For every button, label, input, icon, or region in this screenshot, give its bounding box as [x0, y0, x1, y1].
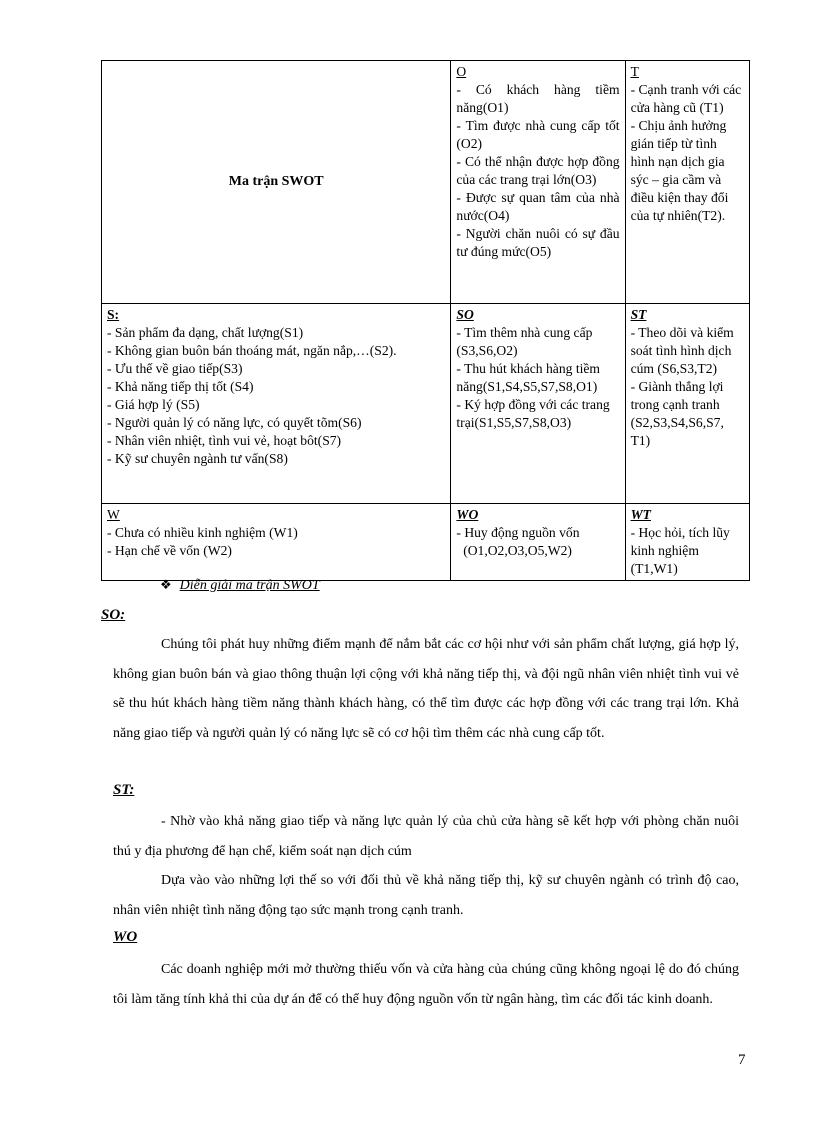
table-row — [102, 504, 750, 581]
list-item: - Giá hợp lý (S5) — [107, 397, 200, 412]
weaknesses-cell — [102, 504, 451, 581]
weaknesses-head: W — [107, 507, 120, 522]
list-item: - Tìm thêm nhà cung cấp (S3,S6,O2) — [456, 325, 593, 358]
list-item: - Người quản lý có năng lực, có quyết tõm(S6) — [107, 415, 362, 430]
list-item: - Chịu ảnh hưởng gián tiếp từ tình hình nạn dịch gia sýc – gia cầm và điều kiện thay đổi của tự nhiên(T2). — [630, 118, 729, 223]
list-item: - Có khách hàng tiềm năng(O1) — [456, 82, 620, 115]
section-title — [160, 577, 320, 594]
list-item: - Ký hợp đồng với các trang trại(S1,S5,S7,S8,O3) — [456, 397, 610, 430]
st-heading: ST: — [113, 782, 135, 798]
wo-heading: WO — [113, 929, 138, 945]
list-item: - Được sự quan tâm của nhà nước(O4) — [456, 190, 620, 223]
st-paragraph-1 — [113, 807, 739, 866]
so-paragraph — [113, 630, 739, 748]
list-item: - Ưu thế về giao tiếp(S3) — [107, 361, 243, 376]
wo-paragraph-text: Các doanh nghiệp mới mở thường thiếu vốn và cửa hàng của chúng cũng không ngoại lệ do đó chúng tôi làm tăng tính khả thi của dự án để có thể huy động nguồn vốn từ ngân hàng, tìm các đối tác kinh doanh. — [113, 962, 739, 1007]
table-row — [102, 304, 750, 504]
st-cell — [625, 304, 749, 504]
opportunities-cell — [451, 61, 625, 304]
wo-cell — [451, 504, 625, 581]
threats-head: T — [630, 64, 639, 79]
so-cell — [451, 304, 625, 504]
table-row — [102, 61, 750, 304]
list-item: (O1,O2,O3,O5,W2) — [456, 543, 572, 558]
so-paragraph-text: Chúng tôi phát huy những điểm mạnh để nắm bắt các cơ hội như với sản phẩm chất lượng, giá hợp lý, không gian buôn bán và giao thông thuận lợi cộng với khả năng tiếp thị, và đội ngũ nhân viên nhiệt tình vui vẻ sẽ thu hút khách hàng tiềm năng thành khách hàng, có thể tìm được các hợp đồng với các trang trại lớn. Khả năng giao tiếp và người quản lý có năng lực sẽ có cơ hội tìm thêm các nhà cung cấp tốt. — [113, 637, 739, 741]
list-item: - Có thể nhận được hợp đồng của các trang trại lớn(O3) — [456, 154, 620, 187]
list-item: - Nhân viên nhiệt, tình vui vẻ, hoạt bôt(S7) — [107, 433, 342, 448]
wo-head: WO — [456, 507, 479, 522]
list-item: - Kỹ sư chuyên ngành tư vấn(S8) — [107, 451, 288, 466]
list-item: - Giành thắng lợi trong cạnh tranh (S2,S3,S4,S6,S7, T1) — [630, 379, 724, 448]
list-item: - Không gian buôn bán thoáng mát, ngăn nắp,…(S2). — [107, 343, 397, 358]
list-item: - Huy động nguồn vốn — [456, 525, 580, 540]
st-paragraph-2 — [113, 866, 739, 925]
list-item: - Sản phẩm đa dạng, chất lượng(S1) — [107, 325, 304, 340]
list-item: - Theo dõi và kiểm soát tình hình dịch cúm (S6,S3,T2) — [630, 325, 734, 376]
swot-title: Ma trận SWOT — [228, 174, 324, 189]
st-head: ST — [630, 307, 647, 322]
section-title-text: Diễn giải ma trận SWOT — [179, 578, 320, 593]
list-item: - Chưa có nhiều kinh nghiệm (W1) — [107, 525, 298, 540]
so-heading: SO: — [101, 607, 126, 623]
opportunities-head: O — [456, 64, 467, 79]
list-item: - Học hỏi, tích lũy kinh nghiệm (T1,W1) — [630, 525, 730, 576]
list-item: - Người chăn nuôi có sự đầu tư đúng mức(O5) — [456, 226, 620, 259]
st-paragraph-1-text: - Nhờ vào khả năng giao tiếp và năng lực quản lý của chủ cửa hàng sẽ kết hợp với phòng chăn nuôi thú y địa phương để hạn chế, kiểm soát nạn dịch cúm — [113, 814, 739, 859]
diamond-bullet-icon: ❖ — [160, 577, 172, 592]
wt-cell — [625, 504, 749, 581]
page-number: 7 — [738, 1052, 746, 1068]
list-item: - Hạn chế về vốn (W2) — [107, 543, 232, 558]
strengths-head: S: — [107, 307, 120, 322]
threats-cell — [625, 61, 749, 304]
strengths-cell — [102, 304, 451, 504]
swot-matrix-table — [101, 60, 750, 581]
list-item: - Cạnh tranh với các cửa hàng cũ (T1) — [630, 82, 742, 115]
wo-paragraph — [113, 955, 739, 1014]
list-item: - Tìm được nhà cung cấp tốt (O2) — [456, 118, 620, 151]
swot-title-cell — [102, 61, 451, 304]
so-head: SO — [456, 307, 474, 322]
list-item: - Khả năng tiếp thị tốt (S4) — [107, 379, 254, 394]
list-item: - Thu hút khách hàng tiềm năng(S1,S4,S5,S7,S8,O1) — [456, 361, 600, 394]
st-paragraph-2-text: Dựa vào vào những lợi thế so với đối thủ về khả năng tiếp thị, kỹ sư chuyên ngành có trình độ cao, nhân viên nhiệt tình năng động tạo sức mạnh trong cạnh tranh. — [113, 873, 739, 918]
wt-head: WT — [630, 507, 651, 522]
